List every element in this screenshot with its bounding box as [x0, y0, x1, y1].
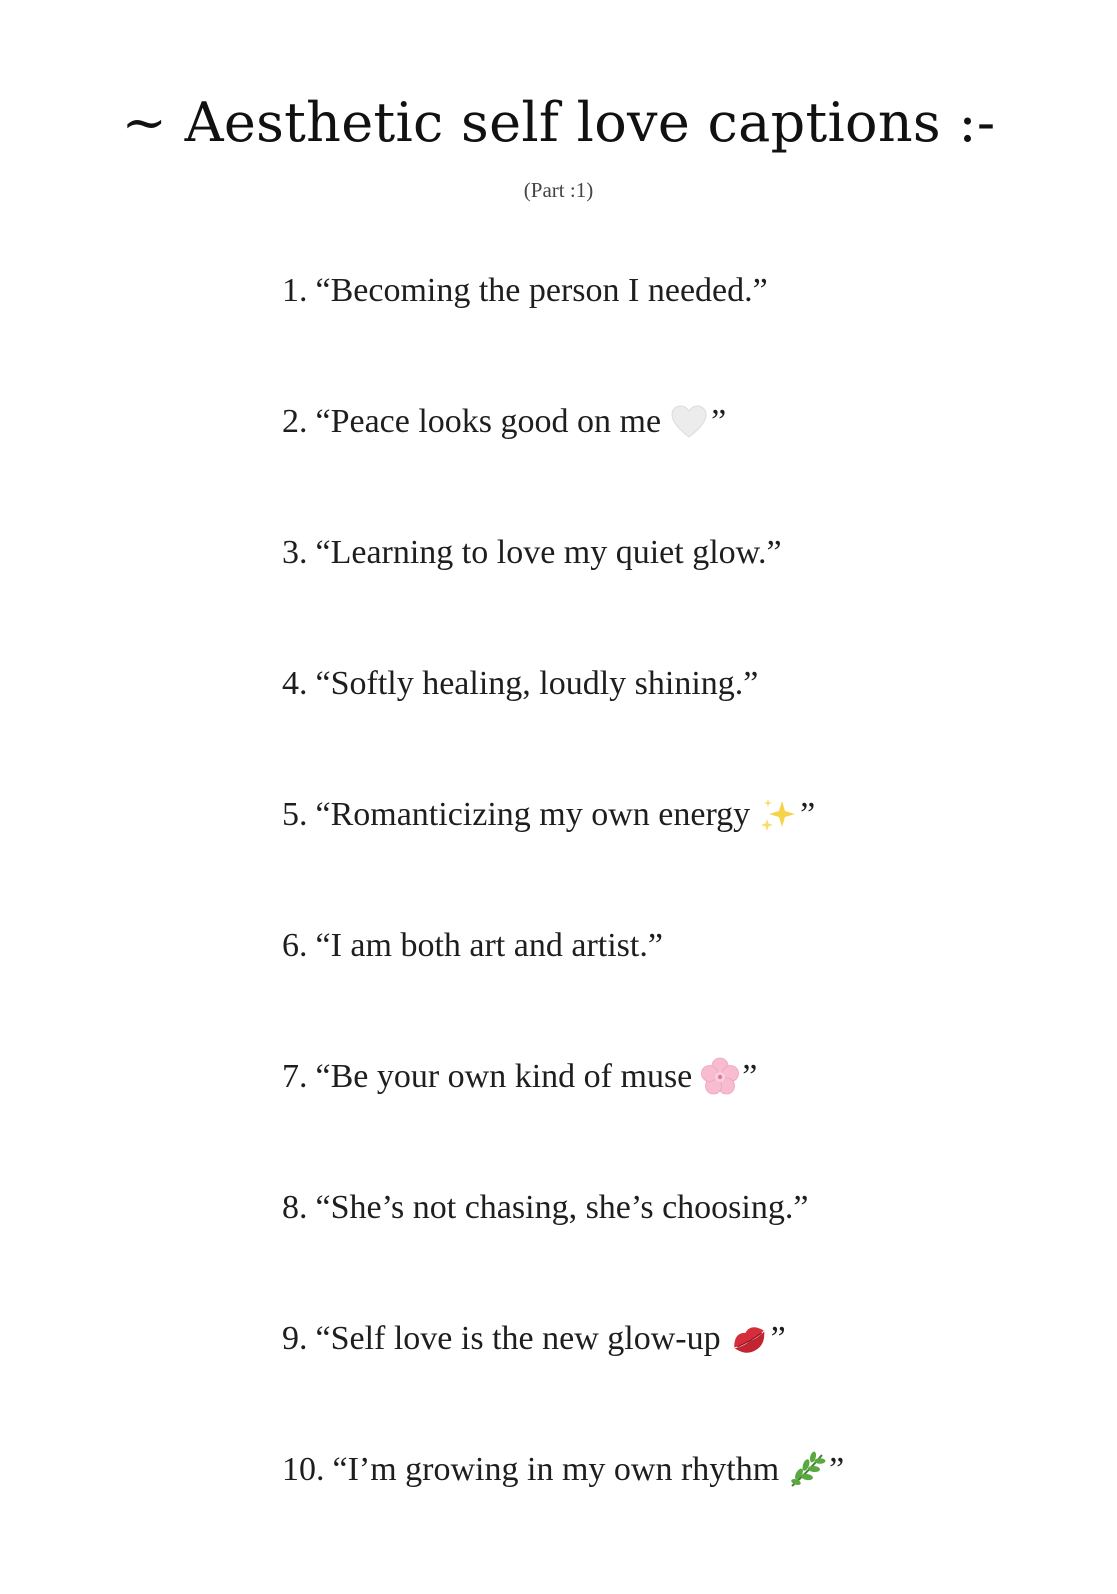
- closing-quote: ”: [829, 1451, 845, 1488]
- herb-icon: [787, 1450, 827, 1490]
- caption-list: [282, 262, 844, 1572]
- item-number: 10.: [282, 1451, 325, 1488]
- item-text: “Becoming the person I needed.”: [315, 272, 768, 309]
- item-number: 9.: [282, 1320, 308, 1357]
- list-item: [282, 917, 844, 1048]
- page-title: ~ Aesthetic self love captions :-: [121, 91, 996, 154]
- item-number: 8.: [282, 1189, 308, 1226]
- list-item: [282, 786, 844, 917]
- list-item: [282, 262, 844, 393]
- item-number: 7.: [282, 1058, 308, 1095]
- list-item: [282, 1048, 844, 1179]
- page-subtitle: (Part :1): [523, 178, 594, 202]
- list-item: [282, 1310, 844, 1441]
- closing-quote: ”: [770, 1320, 786, 1357]
- list-item: [282, 524, 844, 655]
- list-item: [282, 393, 844, 524]
- cherry-blossom-icon: [700, 1057, 740, 1097]
- kiss-mark-icon: [729, 1319, 769, 1359]
- item-number: 4.: [282, 665, 308, 702]
- item-text: “She’s not chasing, she’s choosing.”: [315, 1189, 809, 1226]
- list-item: [282, 1441, 844, 1572]
- sparkles-icon: [758, 795, 798, 835]
- item-text: “Self love is the new glow-up: [315, 1320, 721, 1357]
- item-text: “Peace looks good on me: [315, 403, 662, 440]
- item-number: 1.: [282, 272, 308, 309]
- closing-quote: ”: [711, 403, 727, 440]
- list-item: [282, 655, 844, 786]
- item-text: “Romanticizing my own energy: [315, 796, 751, 833]
- item-text: “Be your own kind of muse: [315, 1058, 693, 1095]
- item-text: “Learning to love my quiet glow.”: [315, 534, 782, 571]
- item-number: 5.: [282, 796, 308, 833]
- item-number: 6.: [282, 927, 308, 964]
- item-number: 3.: [282, 534, 308, 571]
- item-text: “I’m growing in my own rhythm: [332, 1451, 780, 1488]
- list-item: [282, 1179, 844, 1310]
- item-text: “Softly healing, loudly shining.”: [315, 665, 759, 702]
- white-heart-icon: [669, 402, 709, 442]
- closing-quote: ”: [800, 796, 816, 833]
- item-text: “I am both art and artist.”: [315, 927, 663, 964]
- item-number: 2.: [282, 403, 308, 440]
- closing-quote: ”: [742, 1058, 758, 1095]
